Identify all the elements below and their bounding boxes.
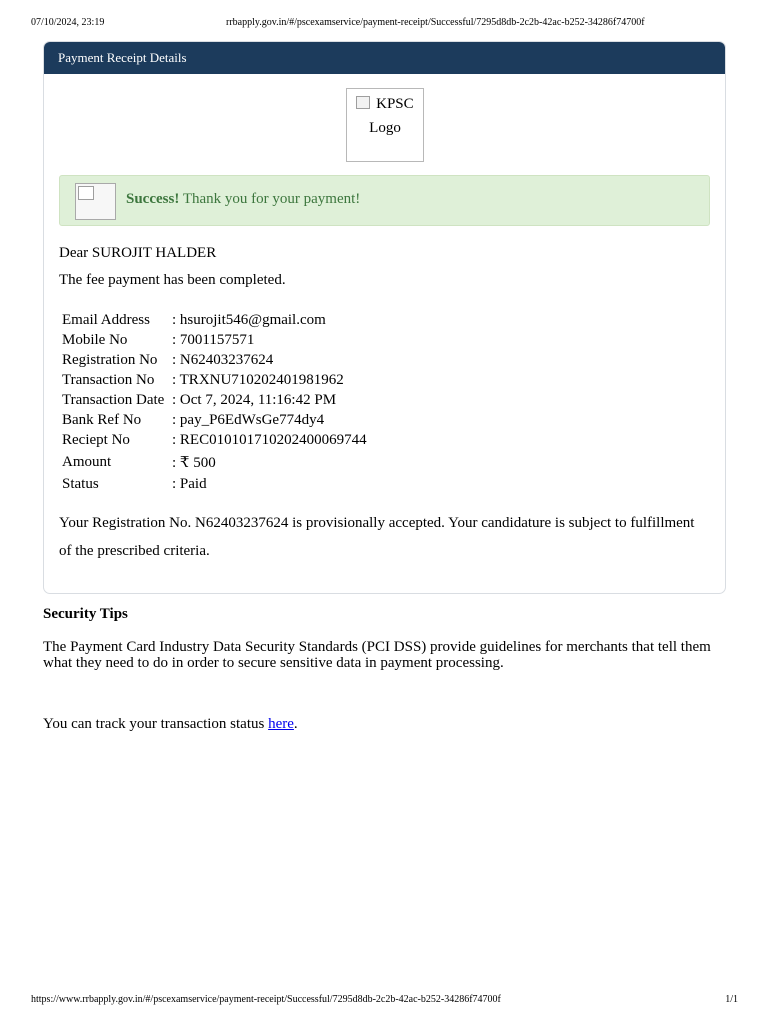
success-text: Thank you for your payment! (182, 191, 361, 207)
logo-alt-text-line1: KPSC (376, 96, 414, 112)
detail-label: Transaction Date (62, 391, 165, 408)
success-alert (59, 175, 710, 226)
success-image-icon (75, 183, 116, 220)
print-footer-url: https://www.rrbapply.gov.in/#/pscexamservice/payment-receipt/Successful/7295d8db-2c2b-42ac-b252-34286f74700f (31, 994, 501, 1005)
detail-value: : 7001157571 (172, 331, 255, 348)
detail-value: : N62403237624 (172, 351, 274, 368)
detail-value: : hsurojit546@gmail.com (172, 311, 326, 328)
detail-label: Email Address (62, 311, 150, 328)
table-row (60, 410, 369, 430)
table-row (60, 430, 369, 450)
table-row (60, 390, 369, 410)
detail-label: Bank Ref No (62, 411, 142, 428)
security-tips-title: Security Tips (43, 606, 128, 622)
detail-value: : Oct 7, 2024, 11:16:42 PM (172, 391, 337, 408)
detail-label: Transaction No (62, 371, 155, 388)
success-strong: Success! (126, 191, 180, 207)
track-suffix: . (293, 716, 298, 732)
track-prefix: You can track your transaction status (43, 716, 269, 732)
receipt-details-table (60, 310, 369, 494)
kpsc-logo-image (346, 88, 424, 162)
detail-value: : ₹ 500 (172, 454, 216, 471)
greeting: Dear SUROJIT HALDER (59, 245, 217, 261)
table-row (60, 310, 369, 330)
table-row (60, 474, 369, 494)
logo-alt-text-line2: Logo (369, 120, 401, 136)
detail-value: : Paid (172, 475, 207, 492)
detail-label: Registration No (62, 351, 158, 368)
print-header-url: rrbapply.gov.in/#/pscexamservice/payment-receipt/Successful/7295d8db-2c2b-42ac-b252-34286f74700f (226, 17, 645, 28)
security-tips-text: The Payment Card Industry Data Security Standards (PCI DSS) provide guidelines for merchants that tell them what they need to do in order to secure sensitive data in payment processing. (43, 639, 711, 671)
payment-receipt-card (43, 41, 726, 594)
table-row (60, 450, 369, 474)
track-status-line (43, 716, 298, 733)
table-row (60, 330, 369, 350)
print-datetime: 07/10/2024, 23:19 (31, 17, 105, 28)
track-here-link[interactable]: here (268, 716, 294, 732)
page-count: 1/1 (725, 994, 738, 1005)
detail-label: Status (62, 475, 99, 492)
detail-label: Amount (62, 453, 112, 470)
print-header (0, 17, 768, 31)
payment-status-line: The fee payment has been completed. (59, 272, 286, 288)
detail-label: Reciept No (62, 431, 130, 448)
print-footer (0, 994, 768, 1008)
success-message (126, 191, 360, 208)
table-row (60, 370, 369, 390)
detail-value: : TRXNU710202401981962 (172, 371, 344, 388)
detail-value: : REC010101710202400069744 (172, 431, 367, 448)
detail-value: : pay_P6EdWsGe774dy4 (172, 411, 325, 428)
broken-image-icon (356, 96, 370, 109)
table-row (60, 350, 369, 370)
card-title: Payment Receipt Details (44, 42, 725, 74)
registration-note: Your Registration No. N62403237624 is provisionally accepted. Your candidature is subject to fulfillment of the prescribed criteria. (59, 515, 695, 559)
detail-label: Mobile No (62, 331, 128, 348)
